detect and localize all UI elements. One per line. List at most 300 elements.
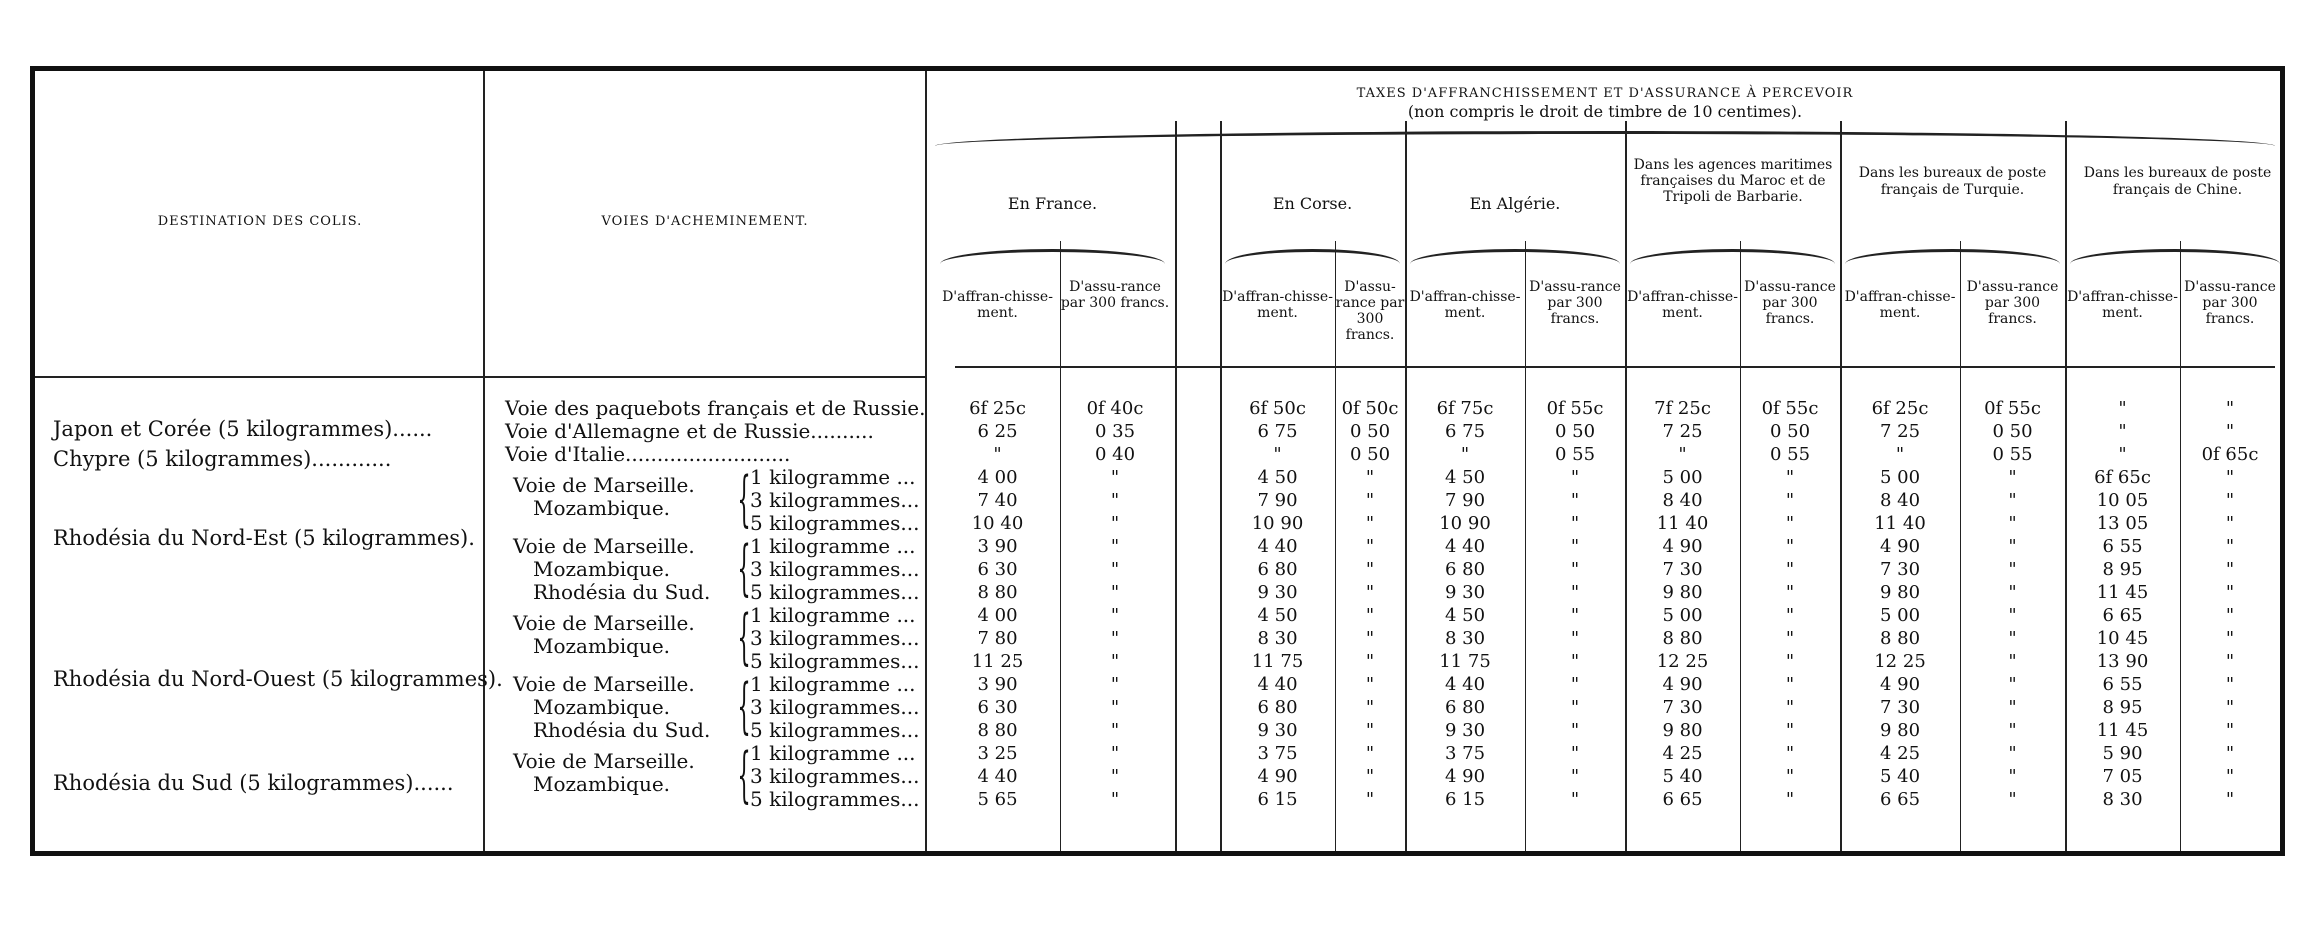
weight-label: 3 kilogrammes... xyxy=(750,557,920,581)
table-cell: " xyxy=(1785,743,1795,764)
group-brace xyxy=(1630,249,1835,264)
table-cell: " xyxy=(1110,720,1120,741)
table-cell: " xyxy=(1570,559,1580,580)
group-brace xyxy=(1225,249,1400,264)
table-cell: " xyxy=(2225,605,2235,626)
table-cell: " xyxy=(2118,398,2127,419)
brace: { xyxy=(737,671,751,741)
table-cell: 6 75 xyxy=(1257,421,1298,442)
table-cell: 6 15 xyxy=(1257,789,1298,810)
table-cell: " xyxy=(2008,605,2017,626)
table-cell: " xyxy=(2008,467,2017,488)
table-cell: 8 80 xyxy=(1879,628,1921,649)
table-cell: " xyxy=(1570,720,1580,741)
table-cell: 11 40 xyxy=(1656,513,1709,534)
table-cell: " xyxy=(1110,467,1120,488)
table-cell: 0f 50c xyxy=(1341,398,1399,419)
table-cell: 4 40 xyxy=(1257,536,1298,557)
group-brace xyxy=(1845,249,2060,264)
table-cell: " xyxy=(2225,421,2235,442)
table-cell: 4 50 xyxy=(1444,467,1486,488)
table-cell: 7 30 xyxy=(1879,697,1921,718)
voie-line: Voie de Marseille. xyxy=(513,611,695,635)
table-cell: 6f 75c xyxy=(1436,398,1494,419)
table-cell: 6 65 xyxy=(1879,789,1921,810)
table-cell: " xyxy=(1570,605,1580,626)
group-corse: En Corse. xyxy=(1272,194,1353,213)
table-cell: " xyxy=(1785,536,1795,557)
table-cell: 9 80 xyxy=(1662,582,1703,603)
weight-label: 3 kilogrammes... xyxy=(750,695,920,719)
table-cell: 0 40 xyxy=(1094,444,1136,465)
header-rule xyxy=(483,376,925,378)
col-destination-header: DESTINATION DES COLIS. xyxy=(157,214,363,229)
table-cell: " xyxy=(2008,536,2017,557)
table-cell: " xyxy=(1785,720,1795,741)
table-cell: 8 80 xyxy=(977,582,1018,603)
weight-label: 3 kilogrammes... xyxy=(750,764,920,788)
voie-line: Rhodésia du Sud. xyxy=(533,718,711,742)
table-cell: " xyxy=(1570,582,1580,603)
table-cell: " xyxy=(2225,789,2235,810)
voie-allemagne: Voie d'Allemagne et de Russie.......... xyxy=(505,419,874,443)
weight-label: 1 kilogramme ... xyxy=(750,672,916,696)
table-cell: " xyxy=(1110,536,1120,557)
table-cell: 0f 55c xyxy=(1761,398,1819,419)
table-cell: 6 80 xyxy=(1444,697,1486,718)
table-cell: " xyxy=(1570,697,1580,718)
table-cell: 4 90 xyxy=(1662,536,1703,557)
table-cell: 4 00 xyxy=(977,605,1018,626)
table-cell: " xyxy=(1570,789,1580,810)
table-cell: 8 95 xyxy=(2102,559,2143,580)
voie-paquebots: Voie des paquebots français et de Russie. xyxy=(505,396,926,420)
table-cell: " xyxy=(1570,628,1580,649)
table-cell: " xyxy=(1365,651,1375,672)
table-cell: " xyxy=(2008,697,2017,718)
subheader-assurance: D'assu-rance par 300 francs. xyxy=(2184,279,2276,327)
table-cell: " xyxy=(2118,444,2127,465)
table-cell: 7 90 xyxy=(1257,490,1298,511)
table-cell: " xyxy=(2225,490,2235,511)
table-cell: 7 25 xyxy=(1879,421,1921,442)
table-cell: 6 30 xyxy=(977,697,1018,718)
table-cell: 13 05 xyxy=(2096,513,2149,534)
table-cell: 9 30 xyxy=(1444,720,1486,741)
table-cell: " xyxy=(1570,513,1580,534)
table-cell: 9 30 xyxy=(1257,582,1298,603)
table-cell: " xyxy=(2225,674,2235,695)
header-rule xyxy=(35,376,483,378)
table-cell: 8 30 xyxy=(1444,628,1486,649)
group-chine: Dans les bureaux de poste français de Chine. xyxy=(2083,165,2272,198)
voie-line: Rhodésia du Sud. xyxy=(533,580,711,604)
table-cell: " xyxy=(2225,467,2235,488)
table-cell: 0 55 xyxy=(1769,444,1811,465)
table-cell: 4 90 xyxy=(1257,766,1298,787)
weight-label: 1 kilogramme ... xyxy=(750,603,916,627)
table-cell: " xyxy=(1785,789,1795,810)
dest-rhodesia-ne: Rhodésia du Nord-Est (5 kilogrammes). xyxy=(53,526,475,550)
voie-line: Mozambique. xyxy=(533,557,671,581)
weight-label: 1 kilogramme ... xyxy=(750,534,916,558)
table-cell: " xyxy=(1785,582,1795,603)
table-cell: " xyxy=(1365,720,1375,741)
table-cell: " xyxy=(2225,536,2235,557)
table-cell: " xyxy=(1110,490,1120,511)
table-cell: " xyxy=(2225,766,2235,787)
table-cell: " xyxy=(1365,789,1375,810)
table-cell: 7f 25c xyxy=(1654,398,1711,419)
table-cell: " xyxy=(2225,582,2235,603)
table-cell: 7 30 xyxy=(1662,697,1703,718)
table-cell: 5 00 xyxy=(1662,467,1703,488)
table-cell: 3 75 xyxy=(1444,743,1486,764)
table-row xyxy=(35,788,2280,811)
dest-chypre: Chypre (5 kilogrammes)............ xyxy=(53,447,392,471)
table-cell: 9 30 xyxy=(1257,720,1298,741)
taxes-subtitle: (non compris le droit de timbre de 10 centimes). xyxy=(1407,102,1803,121)
table-cell: 6 65 xyxy=(2102,605,2143,626)
table-cell: 5 00 xyxy=(1879,605,1921,626)
table-cell: " xyxy=(2008,490,2017,511)
table-cell: 6 75 xyxy=(1444,421,1486,442)
table-cell: 9 80 xyxy=(1879,582,1921,603)
table-cell: " xyxy=(1365,674,1375,695)
table-cell: 0 50 xyxy=(1349,421,1391,442)
table-cell: 12 25 xyxy=(1874,651,1926,672)
table-cell: " xyxy=(1785,605,1795,626)
table-cell: " xyxy=(993,444,1002,465)
table-cell: " xyxy=(1110,628,1120,649)
table-cell: 9 80 xyxy=(1662,720,1703,741)
table-cell: 6 80 xyxy=(1444,559,1486,580)
table-cell: 9 30 xyxy=(1444,582,1486,603)
subheader-affranchissement: D'affran-chisse-ment. xyxy=(942,289,1053,321)
subheader-assurance: D'assu-rance par 300 francs. xyxy=(1744,279,1836,327)
group-france: En France. xyxy=(1007,194,1098,213)
table-cell: " xyxy=(1785,559,1795,580)
table-cell: " xyxy=(2225,697,2235,718)
table-row xyxy=(35,604,2280,627)
table-row xyxy=(35,443,2280,466)
table-cell: 4 90 xyxy=(1662,674,1703,695)
table-cell: 8 80 xyxy=(1662,628,1703,649)
table-cell: " xyxy=(2008,582,2017,603)
table-row xyxy=(35,673,2280,696)
table-cell: 3 90 xyxy=(977,536,1018,557)
table-cell: 10 90 xyxy=(1439,513,1491,534)
table-cell: 10 40 xyxy=(971,513,1024,534)
table-cell: 6 30 xyxy=(977,559,1018,580)
subheader-assurance: D'assu-rance par 300 francs. xyxy=(1060,279,1170,311)
table-cell: " xyxy=(2008,674,2017,695)
brace: { xyxy=(737,602,751,672)
table-cell: " xyxy=(1365,628,1375,649)
table-cell: 6 25 xyxy=(977,421,1018,442)
table-cell: " xyxy=(1273,444,1282,465)
table-cell: 3 90 xyxy=(977,674,1018,695)
table-cell: 0f 40c xyxy=(1086,398,1144,419)
table-cell: 4 40 xyxy=(1444,674,1486,695)
weight-label: 5 kilogrammes... xyxy=(750,580,920,604)
table-cell: " xyxy=(1365,697,1375,718)
table-cell: 4 40 xyxy=(1257,674,1298,695)
table-row xyxy=(35,719,2280,742)
col-voies-header: VOIES D'ACHEMINEMENT. xyxy=(601,214,809,229)
table-cell: " xyxy=(1678,444,1687,465)
subheader-assurance: D'assu-rance par 300 francs. xyxy=(1529,279,1621,327)
table-cell: 4 50 xyxy=(1444,605,1486,626)
table-cell: 8 80 xyxy=(977,720,1018,741)
table-cell: " xyxy=(1110,513,1120,534)
table-cell: 13 90 xyxy=(2096,651,2149,672)
table-row xyxy=(35,535,2280,558)
table-cell: 0 55 xyxy=(1992,444,2033,465)
subheader-affranchissement: D'affran-chisse-ment. xyxy=(1222,289,1333,321)
subheader-affranchissement: D'affran-chisse-ment. xyxy=(1844,289,1956,321)
table-cell: 6f 25c xyxy=(1871,398,1929,419)
table-row xyxy=(35,489,2280,512)
table-cell: 10 90 xyxy=(1251,513,1304,534)
table-cell: " xyxy=(1785,490,1795,511)
table-cell: " xyxy=(1570,743,1580,764)
table-cell: " xyxy=(2225,559,2235,580)
table-cell: " xyxy=(2008,743,2017,764)
table-cell: 7 30 xyxy=(1879,559,1921,580)
table-cell: 11 45 xyxy=(2096,582,2149,603)
table-cell: " xyxy=(1365,536,1375,557)
table-cell: " xyxy=(1785,628,1795,649)
table-cell: 4 90 xyxy=(1879,674,1921,695)
header-rule xyxy=(955,366,2275,368)
dest-rhodesia-sud: Rhodésia du Sud (5 kilogrammes)...... xyxy=(53,771,454,795)
table-cell: 4 25 xyxy=(1879,743,1921,764)
table-cell: 7 80 xyxy=(977,628,1018,649)
table-cell: 7 25 xyxy=(1662,421,1703,442)
table-cell: 5 40 xyxy=(1662,766,1703,787)
table-cell: " xyxy=(1785,766,1795,787)
weight-label: 1 kilogramme ... xyxy=(750,465,916,489)
table-row xyxy=(35,650,2280,673)
voie-line: Mozambique. xyxy=(533,695,671,719)
table-cell: " xyxy=(1570,766,1580,787)
table-cell: 5 40 xyxy=(1879,766,1921,787)
table-row xyxy=(35,581,2280,604)
table-cell: 4 90 xyxy=(1879,536,1921,557)
voie-line: Mozambique. xyxy=(533,634,671,658)
table-cell: " xyxy=(2225,398,2235,419)
brace: { xyxy=(737,740,751,810)
table-cell: " xyxy=(1570,536,1580,557)
table-row xyxy=(35,627,2280,650)
table-cell: 9 80 xyxy=(1879,720,1921,741)
table-cell: " xyxy=(2008,766,2017,787)
table-cell: " xyxy=(1110,674,1120,695)
table-cell: 6 55 xyxy=(2102,674,2143,695)
table-cell: " xyxy=(2008,789,2017,810)
weight-label: 5 kilogrammes... xyxy=(750,649,920,673)
weight-label: 3 kilogrammes... xyxy=(750,626,920,650)
subheader-affranchissement: D'affran-chisse-ment. xyxy=(1409,289,1521,321)
header-brace xyxy=(935,131,2275,146)
table-cell: 0 50 xyxy=(1349,444,1391,465)
table-row xyxy=(35,466,2280,489)
table-cell: 6f 25c xyxy=(969,398,1026,419)
weight-label: 5 kilogrammes... xyxy=(750,511,920,535)
table-cell: " xyxy=(1110,697,1120,718)
table-cell: " xyxy=(1110,605,1120,626)
table-cell: " xyxy=(1110,651,1120,672)
table-cell: " xyxy=(1785,674,1795,695)
table-cell: " xyxy=(1785,697,1795,718)
table-cell: " xyxy=(2008,651,2017,672)
subheader-assurance: D'assu-rance par 300 francs. xyxy=(1335,279,1405,343)
table-cell: 4 00 xyxy=(977,467,1018,488)
brace: { xyxy=(737,533,751,603)
table-cell: " xyxy=(1365,467,1375,488)
table-cell: 11 25 xyxy=(971,651,1024,672)
voie-italie: Voie d'Italie.......................... xyxy=(505,442,791,466)
tariff-table xyxy=(30,66,2285,856)
table-cell: " xyxy=(1365,605,1375,626)
table-cell: " xyxy=(2225,651,2235,672)
voie-line: Voie de Marseille. xyxy=(513,534,695,558)
group-brace xyxy=(2070,249,2280,264)
table-row xyxy=(35,696,2280,719)
table-cell: 8 95 xyxy=(2102,697,2143,718)
subheader-affranchissement: D'affran-chisse-ment. xyxy=(2067,289,2178,321)
subheader-affranchissement: D'affran-chisse-ment. xyxy=(1627,289,1738,321)
table-cell: " xyxy=(1785,467,1795,488)
brace: { xyxy=(737,464,751,534)
table-cell: 5 00 xyxy=(1879,467,1921,488)
table-cell: " xyxy=(1570,674,1580,695)
table-cell: " xyxy=(2008,720,2017,741)
table-cell: " xyxy=(1785,513,1795,534)
table-cell: " xyxy=(1365,490,1375,511)
voie-line: Voie de Marseille. xyxy=(513,473,695,497)
table-cell: 8 30 xyxy=(1257,628,1298,649)
table-cell: " xyxy=(1110,582,1120,603)
table-cell: 12 25 xyxy=(1656,651,1709,672)
table-cell: " xyxy=(2225,720,2235,741)
table-cell: 3 75 xyxy=(1257,743,1298,764)
table-cell: 0f 65c xyxy=(2201,444,2259,465)
table-cell: 6 65 xyxy=(1662,789,1703,810)
table-cell: 5 65 xyxy=(977,789,1018,810)
table-cell: " xyxy=(1785,651,1795,672)
table-cell: " xyxy=(2008,559,2017,580)
table-cell: 11 45 xyxy=(2096,720,2149,741)
table-cell: 6 80 xyxy=(1257,697,1298,718)
table-cell: " xyxy=(1365,559,1375,580)
table-row xyxy=(35,397,2280,420)
table-cell: " xyxy=(1895,444,1905,465)
table-row xyxy=(35,558,2280,581)
table-cell: " xyxy=(2225,513,2235,534)
table-cell: 11 75 xyxy=(1251,651,1304,672)
table-cell: " xyxy=(1570,651,1580,672)
table-cell: " xyxy=(1570,490,1580,511)
voie-line: Mozambique. xyxy=(533,496,671,520)
table-cell: 7 30 xyxy=(1662,559,1703,580)
table-cell: " xyxy=(2008,513,2017,534)
table-cell: 10 45 xyxy=(2096,628,2149,649)
table-row xyxy=(35,765,2280,788)
weight-label: 3 kilogrammes... xyxy=(750,488,920,512)
table-cell: 4 40 xyxy=(1444,536,1486,557)
group-maroc: Dans les agences maritimes françaises du Maroc et de Tripoli de Barbarie. xyxy=(1633,157,1833,205)
table-cell: 0 35 xyxy=(1094,421,1136,442)
table-cell: " xyxy=(1365,513,1375,534)
voie-line: Mozambique. xyxy=(533,772,671,796)
weight-label: 5 kilogrammes... xyxy=(750,787,920,811)
table-cell: 6f 65c xyxy=(2094,467,2151,488)
group-turquie: Dans les bureaux de poste français de Turquie. xyxy=(1858,165,2047,198)
table-cell: 4 50 xyxy=(1257,605,1298,626)
table-cell: 7 40 xyxy=(977,490,1018,511)
group-algerie: En Algérie. xyxy=(1469,194,1561,213)
table-row xyxy=(35,512,2280,535)
table-cell: 0 55 xyxy=(1554,444,1596,465)
table-cell: 7 90 xyxy=(1444,490,1486,511)
taxes-title: TAXES D'AFFRANCHISSEMENT ET D'ASSURANCE À PERCEVOIR xyxy=(1356,86,1854,101)
table-cell: 11 75 xyxy=(1439,651,1491,672)
table-cell: 6 80 xyxy=(1257,559,1298,580)
table-cell: 5 00 xyxy=(1662,605,1703,626)
table-cell: " xyxy=(2225,743,2235,764)
voie-line: Voie de Marseille. xyxy=(513,749,695,773)
subheader-assurance: D'assu-rance par 300 francs. xyxy=(1966,279,2059,327)
table-row xyxy=(35,420,2280,443)
table-cell: " xyxy=(1110,743,1120,764)
table-cell: " xyxy=(1365,743,1375,764)
table-cell: 0 50 xyxy=(1554,421,1596,442)
table-cell: " xyxy=(1570,467,1580,488)
group-brace xyxy=(940,249,1165,264)
table-cell: 0 50 xyxy=(1992,421,2033,442)
table-cell: 6 55 xyxy=(2102,536,2143,557)
table-cell: " xyxy=(1110,559,1120,580)
table-cell: " xyxy=(1110,766,1120,787)
table-cell: 0f 55c xyxy=(1546,398,1604,419)
table-cell: 4 40 xyxy=(977,766,1018,787)
table-cell: " xyxy=(1365,582,1375,603)
table-cell: 0 50 xyxy=(1769,421,1811,442)
table-cell: 4 25 xyxy=(1662,743,1703,764)
table-cell: 10 05 xyxy=(2096,490,2149,511)
voie-line: Voie de Marseille. xyxy=(513,672,695,696)
table-cell: 8 30 xyxy=(2102,789,2143,810)
table-cell: 4 50 xyxy=(1257,467,1298,488)
weight-label: 1 kilogramme ... xyxy=(750,741,916,765)
table-cell: " xyxy=(1365,766,1375,787)
table-cell: " xyxy=(2225,628,2235,649)
table-cell: 3 25 xyxy=(977,743,1018,764)
table-cell: 6f 50c xyxy=(1249,398,1306,419)
table-cell: 6 15 xyxy=(1444,789,1486,810)
table-cell: " xyxy=(1110,789,1120,810)
group-brace xyxy=(1410,249,1620,264)
table-cell: " xyxy=(2008,628,2017,649)
weight-label: 5 kilogrammes... xyxy=(750,718,920,742)
table-cell: " xyxy=(1460,444,1470,465)
table-cell: 8 40 xyxy=(1879,490,1921,511)
table-cell: 7 05 xyxy=(2102,766,2143,787)
dest-japon: Japon et Corée (5 kilogrammes)...... xyxy=(53,417,433,441)
table-row xyxy=(35,742,2280,765)
